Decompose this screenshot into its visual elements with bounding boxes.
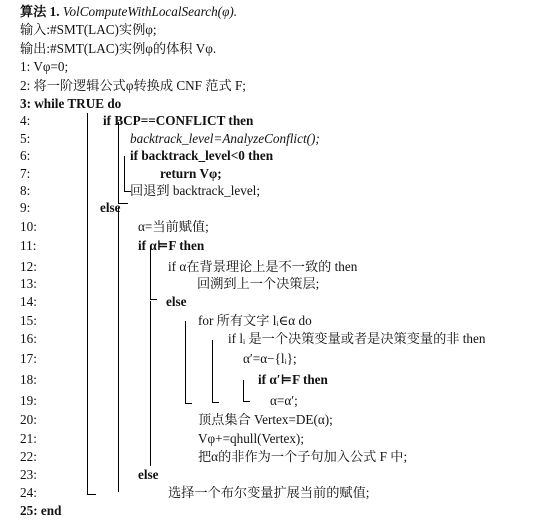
line-25: 25: end xyxy=(20,503,62,518)
line-4-text: if BCP==CONFLICT then xyxy=(103,113,254,128)
line-22-text: 把α的非作为一个子句加入公式 F 中; xyxy=(198,449,408,464)
line-10-number: 10: xyxy=(20,219,37,234)
line-13-number: 13: xyxy=(20,276,37,291)
line-22-number: 22: xyxy=(20,449,37,464)
line-14-number: 14: xyxy=(20,294,37,309)
line-15-text: for 所有文字 lᵢ∈α do xyxy=(198,313,312,328)
else-branch-bracket xyxy=(118,207,119,492)
line-8-text: 回退到 backtrack_level; xyxy=(130,183,260,198)
line-17-number: 17: xyxy=(20,351,37,366)
algorithm-title xyxy=(20,4,237,20)
line-3: 3: while TRUE do xyxy=(20,96,122,111)
line-21-text: Vφ+=qhull(Vertex); xyxy=(198,431,304,446)
line-13-text: 回溯到上一个决策层; xyxy=(197,276,320,291)
line-20-text: 顶点集合 Vertex=DE(α); xyxy=(198,412,333,427)
line-6-number: 6: xyxy=(20,148,31,163)
algorithm-input: 输入:#SMT(LAC)实例φ; xyxy=(20,22,157,37)
if-inconsistent-bracket xyxy=(150,267,157,300)
line-14-text: else xyxy=(166,294,187,309)
line-5-number: 5: xyxy=(20,131,31,146)
line-24-number: 24: xyxy=(20,485,37,500)
line-9-number: 9: xyxy=(20,200,31,215)
if-decision-bracket xyxy=(212,340,219,403)
line-11-text: if α⊨F then xyxy=(138,238,205,253)
line-1: 1: Vφ=0; xyxy=(20,59,69,74)
line-23-number: 23: xyxy=(20,467,37,482)
line-11-number: 11: xyxy=(20,238,37,253)
while-loop-bracket xyxy=(87,113,96,495)
line-19-number: 19: xyxy=(20,393,37,408)
line-23-text: else xyxy=(138,467,159,482)
line-4-number: 4: xyxy=(20,113,31,128)
algorithm-title-prefix: 算法 1. xyxy=(20,4,60,19)
else-inner-bracket xyxy=(150,301,151,466)
line-15-number: 15: xyxy=(20,313,37,328)
algorithm-title-name: VolComputeWithLocalSearch(φ). xyxy=(62,4,238,19)
line-17-text: α′=α−{lᵢ}; xyxy=(243,351,297,366)
line-9-text: else xyxy=(100,200,121,215)
line-12-text: if α在背景理论上是不一致的 then xyxy=(168,259,358,274)
line-2: 2: 将一阶逻辑公式φ转换成 CNF 范式 F; xyxy=(20,78,246,93)
line-12-number: 12: xyxy=(20,259,37,274)
line-19-text: α=α′; xyxy=(270,393,298,408)
line-10-text: α=当前赋值; xyxy=(138,219,209,234)
if-alpha-prime-bracket xyxy=(243,380,250,402)
line-16-number: 16: xyxy=(20,331,37,346)
for-loop-bracket xyxy=(185,321,192,404)
line-7-text: return Vφ; xyxy=(160,166,222,181)
line-16-text: if lᵢ 是一个决策变量或者是决策变量的非 then xyxy=(228,331,486,346)
line-20-number: 20: xyxy=(20,412,37,427)
if-backtrack-bracket xyxy=(124,156,131,192)
line-18-text: if α′⊨F then xyxy=(258,372,328,387)
line-21-number: 21: xyxy=(20,431,37,446)
line-18-number: 18: xyxy=(20,372,37,387)
line-24-text: 选择一个布尔变量扩展当前的赋值; xyxy=(168,485,370,500)
line-5-text: backtrack_level=AnalyzeConflict(); xyxy=(130,131,320,146)
algorithm-output: 输出:#SMT(LAC)实例φ的体积 Vφ. xyxy=(20,41,217,56)
line-7-number: 7: xyxy=(20,166,31,181)
line-6-text: if backtrack_level<0 then xyxy=(130,148,274,163)
line-8-number: 8: xyxy=(20,183,31,198)
